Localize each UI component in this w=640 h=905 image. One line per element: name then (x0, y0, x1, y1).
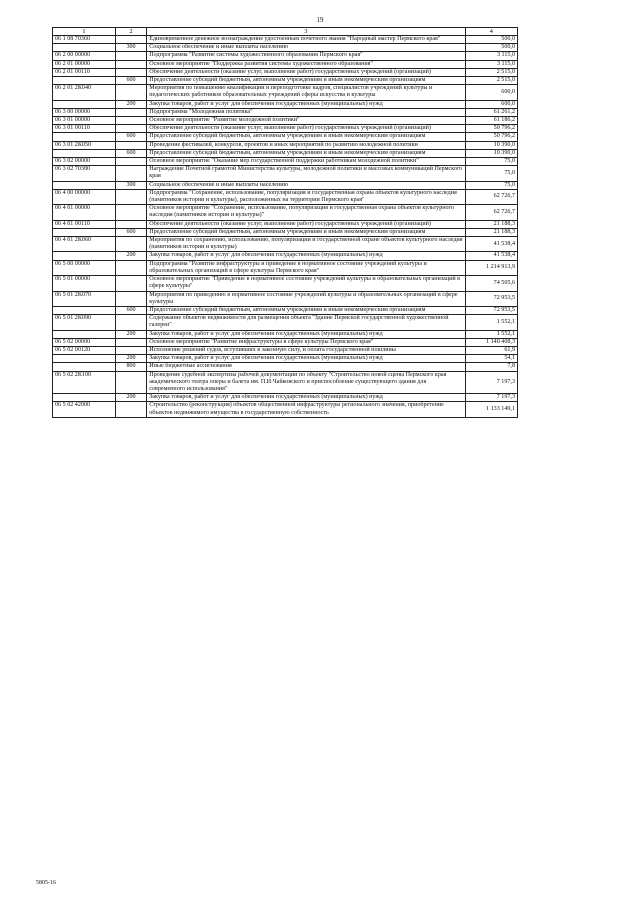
item-name-cell: Строительство (реконструкция) объектов общественной инфраструктуры регионального значения, приобретение объектов недвижимого имущества в государственную собственность (147, 402, 465, 417)
expense-type-cell: 200 (115, 394, 146, 402)
expense-type-cell (115, 346, 146, 354)
amount-cell: 10 390,0 (465, 141, 517, 149)
item-name-cell: Социальное обеспечение и иные выплаты населению (147, 44, 465, 52)
budget-code-cell (53, 394, 116, 402)
budget-code-cell: 06 3 02 70380 (53, 166, 116, 181)
amount-cell: 3 115,0 (465, 52, 517, 60)
amount-cell: 75,0 (465, 166, 517, 181)
table-row (53, 237, 518, 252)
expense-type-cell: 300 (115, 44, 146, 52)
expense-type-cell (115, 68, 146, 76)
expense-type-cell (115, 189, 146, 204)
budget-code-cell: 06 3 01 00110 (53, 125, 116, 133)
item-name-cell: Закупка товаров, работ и услуг для обеспечения государственных (муниципальных) нужд (147, 394, 465, 402)
table-row (53, 228, 518, 236)
budget-code-cell: 06 3 01 2К050 (53, 141, 116, 149)
table-row (53, 315, 518, 330)
budget-code-cell: 06 3 00 00000 (53, 108, 116, 116)
budget-code-cell: 06 5 00 00000 (53, 260, 116, 275)
expense-type-cell: 600 (115, 228, 146, 236)
item-name-cell: Предоставление субсидий бюджетным, автономным учреждениям и иным некоммерческим организациям (147, 228, 465, 236)
amount-cell: 21 188,3 (465, 228, 517, 236)
budget-code-cell (53, 149, 116, 157)
budget-code-cell: 06 4 01 00000 (53, 205, 116, 220)
expense-type-cell (115, 166, 146, 181)
column-header-name: 3 (147, 28, 465, 36)
budget-code-cell (53, 330, 116, 338)
item-name-cell: Социальное обеспечение и иные выплаты населению (147, 181, 465, 189)
item-name-cell: Подпрограмма "Развитие инфраструктуры и приведение в нормативное состояние учреждений культуры и образовательных организаций в сфере культуры Пермского края" (147, 260, 465, 275)
item-name-cell: Проведение судебной экспертизы рабочей документации по объекту "Строительство новой сцены Пермского края академического театра оперы и балета им. П.И.Чайковского и приспособление существующего здания для современного использования" (147, 371, 465, 394)
expense-type-cell: 200 (115, 355, 146, 363)
expense-type-cell (115, 60, 146, 68)
table-row (53, 338, 518, 346)
budget-code-cell: 06 5 02 2К100 (53, 371, 116, 394)
expense-type-cell (115, 402, 146, 417)
expense-type-cell: 600 (115, 133, 146, 141)
amount-cell: 62 726,7 (465, 205, 517, 220)
budget-code-cell: 06 3 02 00000 (53, 158, 116, 166)
expense-type-cell: 200 (115, 100, 146, 108)
budget-code-cell (53, 363, 116, 371)
expense-type-cell (115, 108, 146, 116)
amount-cell: 72 953,5 (465, 291, 517, 306)
page-number: 19 (316, 16, 324, 24)
item-name-cell: Закупка товаров, работ и услуг для обеспечения государственных (муниципальных) нужд (147, 330, 465, 338)
item-name-cell: Закупка товаров, работ и услуг для обеспечения государственных (муниципальных) нужд (147, 100, 465, 108)
table-row (53, 346, 518, 354)
budget-code-cell: 06 5 02 42000 (53, 402, 116, 417)
table-row (53, 355, 518, 363)
budget-code-cell (53, 133, 116, 141)
item-name-cell: Предоставление субсидий бюджетным, автономным учреждениям и иным некоммерческим организациям (147, 149, 465, 157)
item-name-cell: Основное мероприятие "Поддержка развития системы художественного образования" (147, 60, 465, 68)
budget-code-cell (53, 181, 116, 189)
budget-code-cell (53, 100, 116, 108)
table-row (53, 158, 518, 166)
expense-type-cell (115, 220, 146, 228)
amount-cell: 61 261,2 (465, 108, 517, 116)
budget-table (52, 27, 518, 418)
amount-cell: 1 552,1 (465, 330, 517, 338)
expense-type-cell: 600 (115, 77, 146, 85)
expense-type-cell (115, 125, 146, 133)
expense-type-cell (115, 338, 146, 346)
item-name-cell: Подпрограмма "Молодежная политика" (147, 108, 465, 116)
item-name-cell: Единовременное денежное вознаграждение удостоенным почетного звания "Народный мастер Пермского края" (147, 36, 465, 44)
expense-type-cell (115, 205, 146, 220)
table-row (53, 205, 518, 220)
table-row (53, 166, 518, 181)
amount-cell: 1 214 913,9 (465, 260, 517, 275)
expense-type-cell: 600 (115, 149, 146, 157)
item-name-cell: Закупка товаров, работ и услуг для обеспечения государственных (муниципальных) нужд (147, 355, 465, 363)
amount-cell: 75,0 (465, 158, 517, 166)
budget-code-cell: 06 2 01 2К040 (53, 85, 116, 100)
budget-code-cell (53, 355, 116, 363)
budget-code-cell: 06 4 00 00000 (53, 189, 116, 204)
column-header-group: 2 (115, 28, 146, 36)
table-row (53, 252, 518, 260)
item-name-cell: Содержание объектов недвижимости для размещения объекта "Здание Пермской государственной художественной галереи" (147, 315, 465, 330)
amount-cell: 41 538,4 (465, 252, 517, 260)
amount-cell: 61,9 (465, 346, 517, 354)
item-name-cell: Проведение фестивалей, конкурсов, проектов и иных мероприятий по развитию молодежной политики (147, 141, 465, 149)
item-name-cell: Основное мероприятие "Приведение в нормативное состояние учреждений культуры и образовательных организаций в сфере культуры" (147, 276, 465, 291)
expense-type-cell (115, 141, 146, 149)
budget-code-cell: 06 1 08 70360 (53, 36, 116, 44)
amount-cell: 1 140 408,3 (465, 338, 517, 346)
table-row (53, 402, 518, 417)
item-name-cell: Основное мероприятие "Сохранение, использование, популяризация и государственная охрана объектов культурного наследия (памятников истории и культуры)" (147, 205, 465, 220)
table-row (53, 52, 518, 60)
amount-cell: 600,0 (465, 85, 517, 100)
table-row (53, 133, 518, 141)
amount-cell: 54,1 (465, 355, 517, 363)
amount-cell: 7,8 (465, 363, 517, 371)
budget-code-cell: 06 4 01 2К060 (53, 237, 116, 252)
expense-type-cell (115, 85, 146, 100)
budget-code-cell: 06 5 01 00000 (53, 276, 116, 291)
table-row (53, 276, 518, 291)
item-name-cell: Иные бюджетные ассигнования (147, 363, 465, 371)
expense-type-cell (115, 276, 146, 291)
table-row (53, 125, 518, 133)
budget-code-cell: 06 5 02 00000 (53, 338, 116, 346)
amount-cell: 21 188,3 (465, 220, 517, 228)
amount-cell: 1 133 149,1 (465, 402, 517, 417)
item-name-cell: Подпрограмма "Сохранение, использование, популяризация и государственная охрана объектов культурного наследия (памятников истории и культуры), расположенных на территории Пермского края" (147, 189, 465, 204)
budget-code-cell: 06 2 01 00110 (53, 68, 116, 76)
budget-code-cell: 06 5 01 2К070 (53, 291, 116, 306)
item-name-cell: Предоставление субсидий бюджетным, автономным учреждениям и иным некоммерческим организациям (147, 133, 465, 141)
expense-type-cell (115, 237, 146, 252)
expense-type-cell: 200 (115, 330, 146, 338)
table-row (53, 394, 518, 402)
amount-cell: 62 726,7 (465, 189, 517, 204)
table-row (53, 85, 518, 100)
expense-type-cell (115, 36, 146, 44)
item-name-cell: Исполнение решений судов, вступивших в законную силу, и оплата государственной пошлины (147, 346, 465, 354)
amount-cell: 10 390,0 (465, 149, 517, 157)
budget-code-cell: 06 5 01 2К090 (53, 315, 116, 330)
column-header-code: 1 (53, 28, 116, 36)
table-row (53, 68, 518, 76)
item-name-cell: Обеспечение деятельности (оказание услуг, выполнение работ) государственных учреждений (организаций) (147, 125, 465, 133)
budget-code-cell: 06 2 00 00000 (53, 52, 116, 60)
amount-cell: 500,0 (465, 36, 517, 44)
table-row (53, 117, 518, 125)
table-row (53, 36, 518, 44)
amount-cell: 1 552,1 (465, 315, 517, 330)
table-row (53, 181, 518, 189)
budget-code-cell: 06 3 01 00000 (53, 117, 116, 125)
expense-type-cell (115, 371, 146, 394)
table-row (53, 149, 518, 157)
budget-code-cell: 06 2 01 00000 (53, 60, 116, 68)
budget-code-cell (53, 306, 116, 314)
amount-cell: 2 515,0 (465, 68, 517, 76)
item-name-cell: Мероприятия по сохранению, использованию, популяризации и государственной охране объектов культурного наследия (памятников истории и культуры) (147, 237, 465, 252)
budget-code-cell: 06 5 02 00120 (53, 346, 116, 354)
amount-cell: 74 505,6 (465, 276, 517, 291)
item-name-cell: Основное мероприятие "Оказание мер государственной поддержки работникам молодежной политики" (147, 158, 465, 166)
document-footer-code: 5805-16 (36, 880, 56, 886)
table-row (53, 189, 518, 204)
item-name-cell: Основное мероприятие "Развитие инфраструктуры в сфере культуры Пермского края" (147, 338, 465, 346)
column-header-amount: 4 (465, 28, 517, 36)
expense-type-cell (115, 315, 146, 330)
amount-cell: 41 538,4 (465, 237, 517, 252)
budget-code-cell (53, 77, 116, 85)
budget-code-cell (53, 44, 116, 52)
amount-cell: 72 953,5 (465, 306, 517, 314)
item-name-cell: Мероприятия по приведению в нормативное состояние учреждений культуры и образовательных организаций в сфере культуры (147, 291, 465, 306)
table-header-row (53, 28, 518, 36)
table-row (53, 108, 518, 116)
table-row (53, 77, 518, 85)
expense-type-cell (115, 117, 146, 125)
item-name-cell: Предоставление субсидий бюджетным, автономным учреждениям и иным некоммерческим организациям (147, 306, 465, 314)
amount-cell: 600,0 (465, 100, 517, 108)
expense-type-cell (115, 291, 146, 306)
table-row (53, 371, 518, 394)
amount-cell: 7 197,3 (465, 394, 517, 402)
amount-cell: 3 115,0 (465, 60, 517, 68)
item-name-cell: Предоставление субсидий бюджетным, автономным учреждениям и иным некоммерческим организациям (147, 77, 465, 85)
table-row (53, 100, 518, 108)
table-row (53, 291, 518, 306)
item-name-cell: Награждение Почетной грамотой Министерства культуры, молодежной политики и массовых коммуникаций Пермского края (147, 166, 465, 181)
table-row (53, 141, 518, 149)
item-name-cell: Обеспечение деятельности (оказание услуг, выполнение работ) государственных учреждений (организаций) (147, 220, 465, 228)
table-row (53, 44, 518, 52)
table-row (53, 330, 518, 338)
amount-cell: 61 186,2 (465, 117, 517, 125)
expense-type-cell (115, 52, 146, 60)
expense-type-cell: 200 (115, 252, 146, 260)
item-name-cell: Закупка товаров, работ и услуг для обеспечения государственных (муниципальных) нужд (147, 252, 465, 260)
expense-type-cell (115, 260, 146, 275)
amount-cell: 50 796,2 (465, 125, 517, 133)
item-name-cell: Основное мероприятие "Развитие молодежной политики" (147, 117, 465, 125)
item-name-cell: Мероприятия по повышению квалификации и переподготовке кадров, специалистов учреждений культуры и педагогических работников образовательных учреждений сферы искусства и культуры (147, 85, 465, 100)
table-row (53, 306, 518, 314)
amount-cell: 500,0 (465, 44, 517, 52)
table-row (53, 363, 518, 371)
budget-code-cell (53, 228, 116, 236)
expense-type-cell: 600 (115, 306, 146, 314)
item-name-cell: Обеспечение деятельности (оказание услуг, выполнение работ) государственных учреждений (организаций) (147, 68, 465, 76)
amount-cell: 50 796,2 (465, 133, 517, 141)
expense-type-cell: 300 (115, 181, 146, 189)
item-name-cell: Подпрограмма "Развитие системы художественного образования Пермского края" (147, 52, 465, 60)
budget-code-cell: 06 4 01 00110 (53, 220, 116, 228)
expense-type-cell (115, 158, 146, 166)
amount-cell: 2 515,0 (465, 77, 517, 85)
table-row (53, 260, 518, 275)
table-row (53, 60, 518, 68)
amount-cell: 7 197,3 (465, 371, 517, 394)
amount-cell: 75,0 (465, 181, 517, 189)
budget-code-cell (53, 252, 116, 260)
table-row (53, 220, 518, 228)
expense-type-cell: 800 (115, 363, 146, 371)
